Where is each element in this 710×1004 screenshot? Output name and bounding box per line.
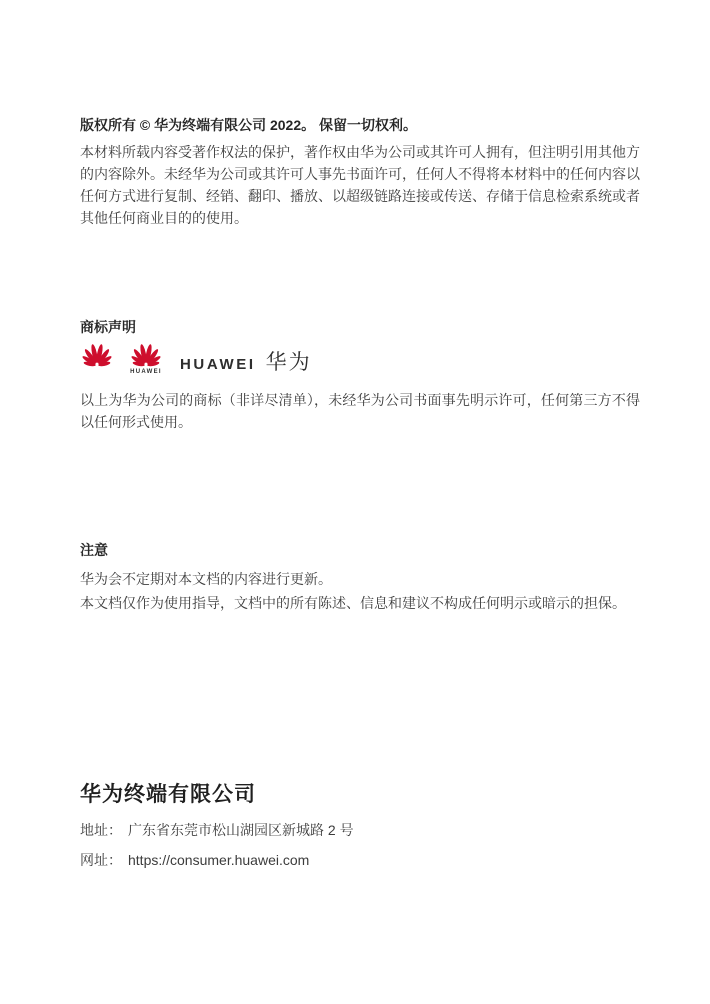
address-value: 广东省东莞市松山湖园区新城路 2 号 (128, 822, 354, 838)
copyright-paragraph: 本材料所载内容受著作权法的保护，著作权由华为公司或其许可人拥有，但注明引用其他方的内容除外。未经华为公司或其许可人事先书面许可，任何人不得将本材料中的任何内容以任何方式进行复制、经销、翻印、播放、以超级链路连接或传送、存储于信息检索系统或者其他任何商业目的的使用。 (80, 144, 640, 226)
huawei-flower-icon (129, 343, 163, 367)
huawei-flower-icon (80, 343, 114, 367)
company-name-heading: 华为终端有限公司 (80, 783, 256, 806)
address-label: 地址： (80, 822, 122, 838)
company-website-row (80, 851, 640, 869)
trademark-paragraph: 以上为华为公司的商标（非详尽清单），未经华为公司书面事先明示许可，任何第三方不得以任何形式使用。 (80, 392, 640, 430)
huawei-wordmark (180, 346, 312, 376)
huawei-vertical-logo (129, 343, 163, 375)
website-label: 网址： (80, 852, 122, 868)
trademark-logo-row (80, 343, 640, 381)
trademark-section-title: 商标声明 (80, 319, 136, 335)
notice-paragraph: 华为会不定期对本文档的内容进行更新。 (80, 571, 332, 587)
notice-paragraph: 本文档仅作为使用指导，文档中的所有陈述、信息和建议不构成任何明示或暗示的担保。 (80, 595, 626, 611)
company-address-row (80, 821, 640, 839)
huawei-wordmark-en: HUAWEI (180, 356, 256, 373)
copyright-statement-title: 版权所有 © 华为终端有限公司 2022。 保留一切权利。 (80, 117, 418, 133)
notice-section-title: 注意 (80, 542, 108, 558)
website-url[interactable]: https://consumer.huawei.com (128, 852, 310, 868)
huawei-vertical-logo-caption: HUAWEI (130, 369, 162, 375)
huawei-wordmark-cn: 华为 (265, 351, 312, 374)
